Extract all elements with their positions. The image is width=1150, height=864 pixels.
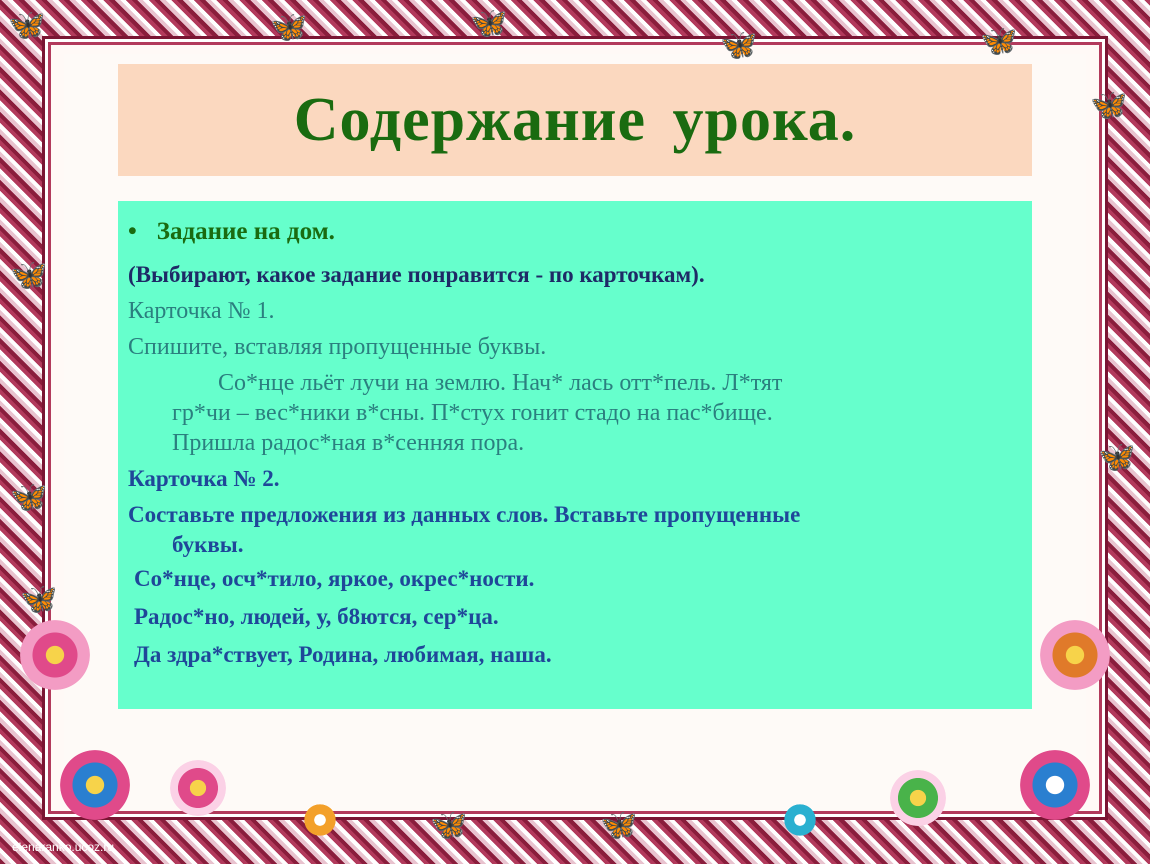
bullet: • bbox=[128, 218, 137, 245]
flower-icon bbox=[300, 800, 340, 840]
card-1-text-line: Пришла радос*ная в*сенняя пора. bbox=[172, 430, 525, 456]
card-2-title: Карточка № 2. bbox=[128, 466, 280, 491]
butterfly-icon: 🦋 bbox=[10, 258, 48, 293]
flower-icon bbox=[60, 750, 130, 820]
butterfly-icon: 🦋 bbox=[720, 28, 758, 63]
flower-icon bbox=[20, 620, 90, 690]
butterfly-icon: 🦋 bbox=[1098, 440, 1136, 475]
butterfly-icon: 🦋 bbox=[20, 582, 58, 617]
butterfly-icon: 🦋 bbox=[270, 10, 308, 45]
card-1-text-line: Со*нце льёт лучи на землю. Нач* лась отт*пель. Л*тят bbox=[218, 370, 783, 396]
butterfly-icon: 🦋 bbox=[1090, 88, 1128, 123]
card-1-title: Карточка № 1. bbox=[128, 298, 275, 324]
flower-icon bbox=[170, 760, 226, 816]
butterfly-icon: 🦋 bbox=[980, 24, 1018, 59]
card-2-item: Радос*но, людей, у, б8ются, сер*ца. bbox=[134, 604, 499, 629]
flower-icon bbox=[890, 770, 946, 826]
card-2-instruction: буквы. bbox=[172, 532, 244, 557]
flower-icon bbox=[780, 800, 820, 840]
card-1-text-line: гр*чи – вес*ники в*сны. П*стух гонит стадо на пас*бище. bbox=[172, 400, 773, 426]
homework-heading: Задание на дом. bbox=[156, 218, 335, 245]
card-2-item: Со*нце, осч*тило, яркое, окрес*ности. bbox=[134, 566, 535, 591]
title-panel bbox=[118, 64, 1032, 176]
homework-line bbox=[128, 218, 335, 246]
watermark: elenaranko.ucoz.ru bbox=[12, 840, 115, 854]
flower-icon bbox=[1020, 750, 1090, 820]
card-2-item: Да здра*ствует, Родина, любимая, наша. bbox=[134, 642, 552, 667]
butterfly-icon: 🦋 bbox=[470, 6, 508, 41]
butterfly-icon: 🦋 bbox=[8, 8, 46, 43]
card-1-instruction: Спишите, вставляя пропущенные буквы. bbox=[128, 334, 547, 360]
butterfly-icon: 🦋 bbox=[10, 480, 48, 515]
page-title: Содержание урока. bbox=[293, 85, 857, 154]
butterfly-icon: 🦋 bbox=[600, 808, 638, 843]
homework-note: (Выбирают, какое задание понравится - по карточкам). bbox=[128, 262, 705, 287]
card-2-instruction: Составьте предложения из данных слов. Вставьте пропущенные bbox=[128, 502, 801, 527]
butterfly-icon: 🦋 bbox=[430, 808, 468, 843]
flower-icon bbox=[1040, 620, 1110, 690]
